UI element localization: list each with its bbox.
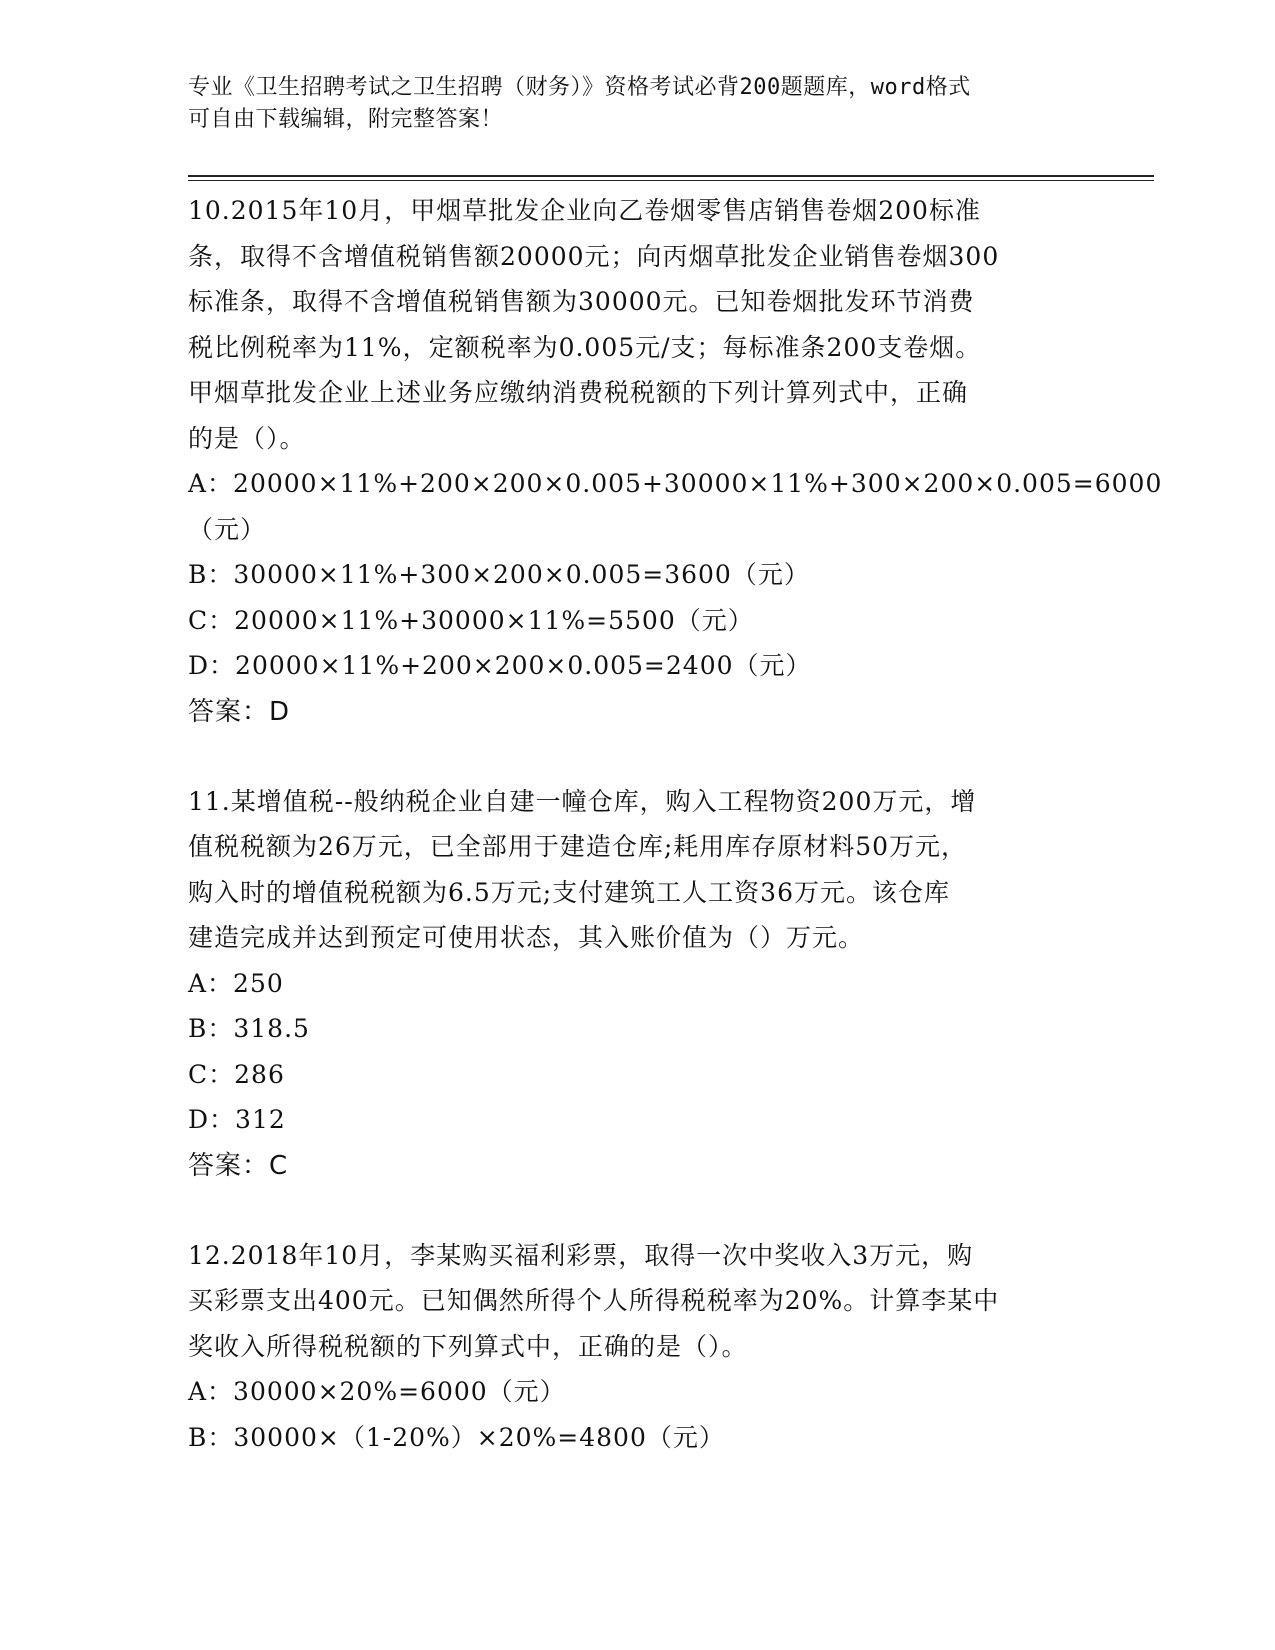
option-a: A：250: [188, 968, 284, 998]
question-block: [188, 188, 1163, 735]
header-line: 可自由下载编辑，附完整答案！: [188, 107, 504, 132]
option-b: B：30000×（1-20%）×20%=4800（元）: [188, 1422, 725, 1452]
option-b: B：318.5: [188, 1014, 310, 1043]
option-d: D：20000×11%+200×200×0.005=2400（元）: [188, 651, 812, 680]
question-spacer: [188, 735, 1088, 779]
answer-line: 答案：D: [188, 696, 291, 727]
question-list: [188, 188, 1163, 1460]
question-block: [188, 1233, 1088, 1461]
header-line: 专业《卫生招聘考试之卫生招聘（财务）》资格考试必背200题题库，word格式: [188, 75, 971, 100]
question-block: [188, 779, 1088, 1189]
option-c: C：20000×11%+30000×11%=5500（元）: [188, 605, 754, 635]
option-b: B：30000×11%+300×200×0.005=3600（元）: [188, 560, 810, 589]
question-text-line: 购入时的增值税税额为6.5万元;支付建筑工人工资36万元。该仓库: [188, 877, 950, 907]
question-text-line: 的是（）。: [188, 423, 306, 453]
option-a: A：30000×20%=6000（元）: [188, 1377, 566, 1406]
document-header: [188, 72, 1088, 136]
option-a-continued: （元）: [188, 514, 267, 544]
option-a: A：20000×11%+200×200×0.005+30000×11%+300×200×0.005=6000: [188, 469, 1163, 498]
question-text-line: 条，取得不含增值税销售额20000元；向丙烟草批发企业销售卷烟300: [188, 241, 1000, 271]
question-text-line: 奖收入所得税税额的下列算式中，正确的是（）。: [188, 1331, 748, 1361]
question-text-line: 建造完成并达到预定可使用状态，其入账价值为（）万元。: [188, 923, 865, 952]
question-text-line: 值税税额为26万元，已全部用于建造仓库;耗用库存原材料50万元，: [188, 832, 968, 861]
question-spacer: [188, 1189, 1088, 1233]
question-text-line: 标准条，取得不含增值税销售额为30000元。已知卷烟批发环节消费: [188, 287, 975, 316]
question-text-line: 10.2015年10月，甲烟草批发企业向乙卷烟零售店销售卷烟200标准: [188, 196, 981, 225]
header-divider-thick: [188, 175, 1154, 177]
option-d: D：312: [188, 1105, 286, 1134]
header-divider-thin: [188, 180, 1154, 181]
question-text-line: 买彩票支出400元。已知偶然所得个人所得税税率为20%。计算李某中: [188, 1286, 1000, 1315]
answer-line: 答案：C: [188, 1150, 289, 1181]
option-c: C：286: [188, 1059, 285, 1089]
question-text-line: 11.某增值税--般纳税企业自建一幢仓库，购入工程物资200万元，增: [188, 786, 977, 816]
question-text-line: 甲烟草批发企业上述业务应缴纳消费税税额的下列计算列式中，正确: [188, 378, 969, 407]
question-text-line: 12.2018年10月，李某购买福利彩票，取得一次中奖收入3万元，购: [188, 1240, 974, 1270]
question-text-line: 税比例税率为11%，定额税率为0.005元/支；每标准条200支卷烟。: [188, 332, 982, 362]
